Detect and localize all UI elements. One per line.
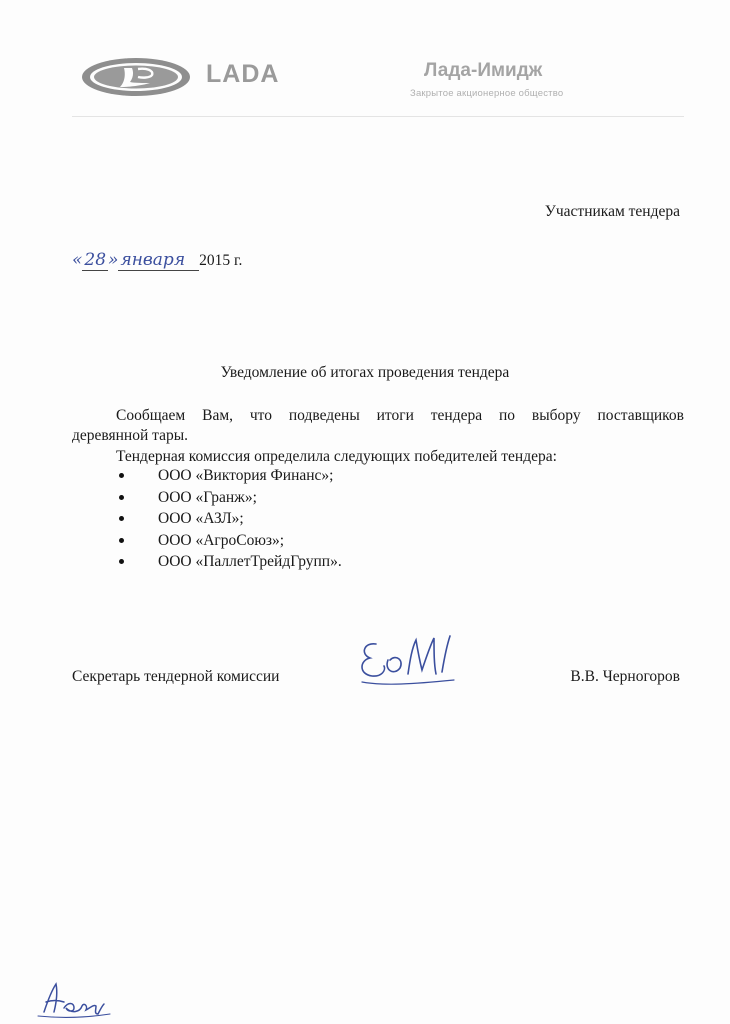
paragraph-2: Тендерная комиссия определила следующих победителей тендера: bbox=[116, 448, 557, 465]
letter-date bbox=[72, 250, 242, 271]
date-open-quote: « bbox=[72, 250, 83, 270]
winner-name: ООО «АЗЛ»; bbox=[158, 510, 244, 527]
list-item bbox=[116, 551, 342, 573]
bullet-icon bbox=[119, 559, 124, 564]
winner-name: ООО «АгроСоюз»; bbox=[158, 531, 285, 549]
paragraph-1-line-1-text: Сообщаем Вам, что подведены итоги тендера по выбору поставщиков bbox=[116, 407, 684, 424]
list-item bbox=[116, 465, 342, 487]
bullet-icon bbox=[119, 516, 124, 521]
bullet-icon bbox=[119, 538, 124, 543]
bullet-icon bbox=[119, 495, 124, 500]
date-close-quote: » bbox=[108, 250, 119, 270]
paragraph-1-line-2: деревянной тары. bbox=[72, 427, 189, 444]
list-item bbox=[116, 487, 342, 509]
signer-name: В.В. Черногоров bbox=[570, 668, 680, 685]
date-month: января bbox=[118, 250, 199, 271]
paragraph-1-line-1 bbox=[72, 406, 684, 426]
date-year: 2015 г. bbox=[199, 252, 243, 269]
winners-list bbox=[116, 465, 342, 573]
company-name: Лада-Имидж bbox=[424, 60, 543, 81]
signer-role: Секретарь тендерной комиссии bbox=[72, 668, 280, 685]
list-item bbox=[116, 508, 342, 530]
list-item bbox=[116, 530, 342, 552]
addressee: Участникам тендера bbox=[544, 203, 680, 220]
brand-name: LADA bbox=[206, 60, 280, 88]
winner-name: ООО «Виктория Финанс»; bbox=[158, 467, 334, 484]
winner-name: ООО «ПаллетТрейдГрупп». bbox=[158, 553, 342, 570]
lada-logo-icon bbox=[80, 56, 192, 98]
signature-icon bbox=[354, 630, 464, 690]
winner-name: ООО «Гранж»; bbox=[158, 488, 257, 506]
letter-subject: Уведомление об итогах проведения тендера bbox=[220, 364, 510, 381]
letterhead-divider bbox=[72, 116, 684, 117]
bullet-icon bbox=[119, 473, 124, 478]
initials-mark-icon bbox=[34, 978, 114, 1020]
date-day: 28 bbox=[84, 250, 107, 270]
company-subtitle: Закрытое акционерное общество bbox=[410, 88, 564, 99]
